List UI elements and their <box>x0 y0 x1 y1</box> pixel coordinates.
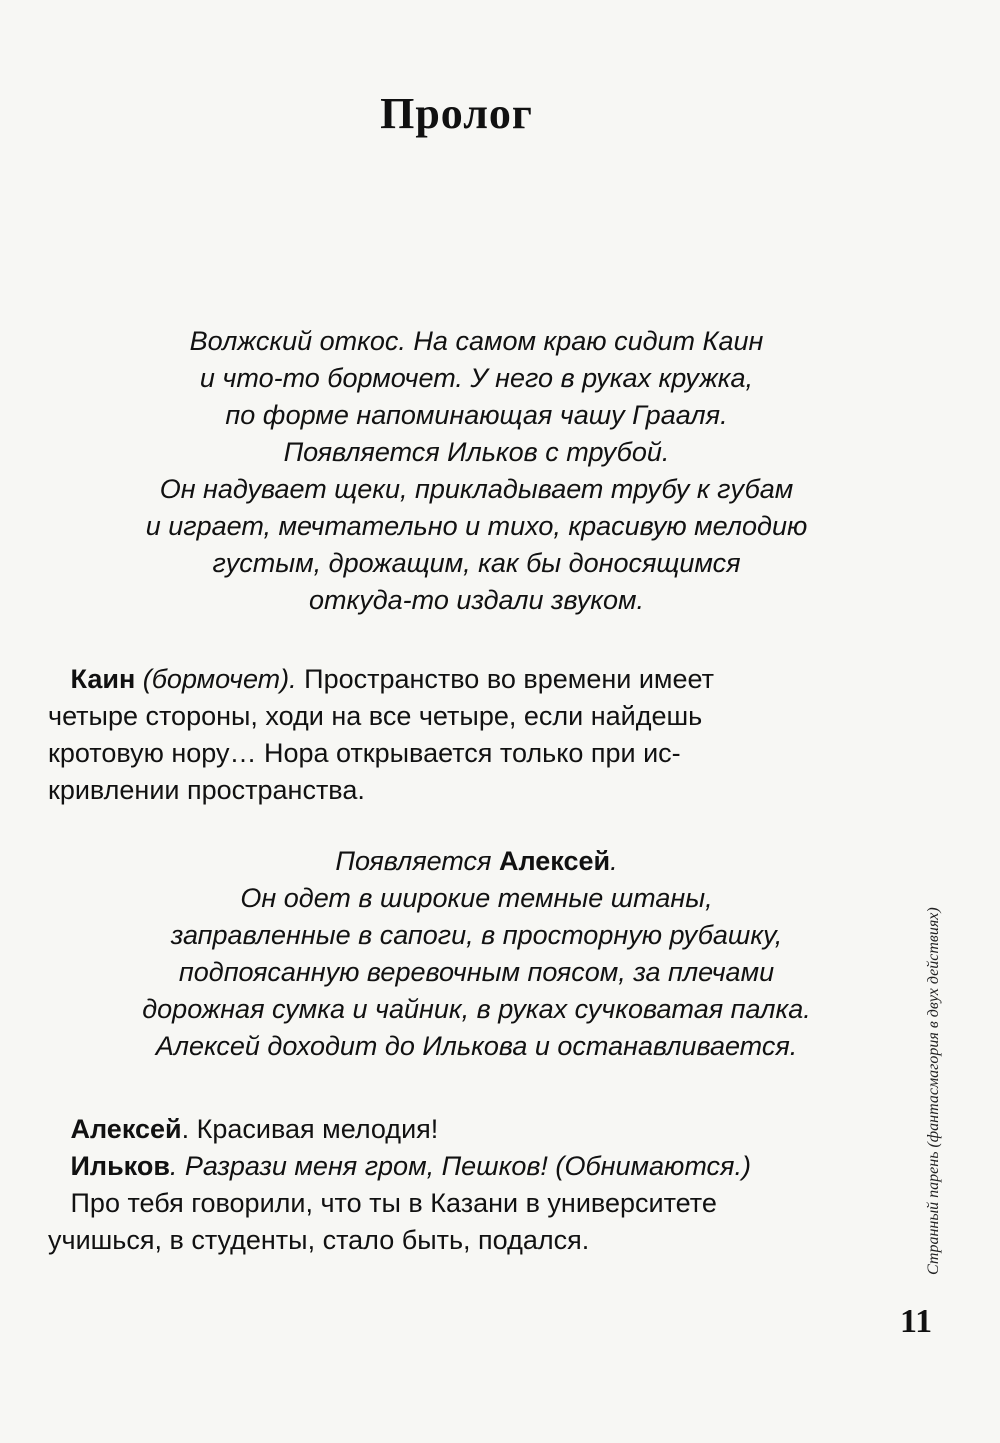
speech-text: . Красивая мелодия! <box>181 1114 439 1144</box>
page-number: 11 <box>900 1303 933 1340</box>
stage-line: по форме напоминающая чашу Грааля. <box>225 400 728 430</box>
speech-line: кротовую нору… Нора открывается только при ис- <box>48 738 681 768</box>
speech-text: . Разрази меня гром, Пешков! ( <box>169 1151 565 1181</box>
dialogue-line <box>48 1111 863 1148</box>
stage-line: заправленные в сапоги, в просторную рубашку, <box>170 920 783 950</box>
stage-text: Появляется <box>335 846 499 876</box>
stage-line: Волжский откос. На самом краю сидит Каин <box>189 326 764 356</box>
stage-line: Алексей доходит до Илькова и останавливается. <box>155 1031 798 1061</box>
speech-line: кривлении пространства. <box>48 775 365 805</box>
kain-speech <box>48 661 863 809</box>
speech-text: Пространство во времени имеет <box>296 664 714 694</box>
dialogue-line <box>48 1185 863 1222</box>
stage-direction-aleksey <box>40 843 913 1065</box>
stage-line: Он надувает щеки, прикладывает трубу к губам <box>159 474 794 504</box>
stage-line <box>40 843 913 880</box>
speaker-name: Каин <box>70 664 136 694</box>
dialogue-line <box>48 1148 863 1185</box>
stage-line: откуда-то издали звуком. <box>308 585 645 615</box>
stage-line: и что-то бормочет. У него в руках кружка, <box>199 363 754 393</box>
stage-line: подпоясанную веревочным поясом, за плечами <box>178 957 775 987</box>
stage-line: и играет, мечтательно и тихо, красивую мелодию <box>145 511 808 541</box>
stage-line: Появляется Ильков с трубой. <box>283 437 670 467</box>
stage-text: . <box>610 846 618 876</box>
stage-direction-opening <box>40 323 913 619</box>
character-name: Алексей <box>498 846 611 876</box>
speech-line <box>48 661 863 698</box>
stage-line: Он одет в широкие темные штаны, <box>240 883 713 913</box>
dialogue-line: учишься, в студенты, стало быть, подался. <box>48 1225 590 1255</box>
chapter-title: Пролог <box>380 89 533 138</box>
stage-line: дорожная сумка и чайник, в руках сучковатая палка. <box>142 994 811 1024</box>
speech-text: ) <box>741 1151 751 1181</box>
speaker-remark: Обнимаются. <box>564 1151 742 1181</box>
speech-line: четыре стороны, ходи на все четыре, если найдешь <box>48 701 703 731</box>
dialogue <box>48 1111 863 1259</box>
speech-text: Про тебя говорили, что ты в Казани в университете <box>70 1188 717 1218</box>
speaker-name: Алексей <box>70 1114 182 1144</box>
running-head: Странный парень (фантасмагория в двух действиях) <box>925 907 942 1275</box>
stage-line: густым, дрожащим, как бы доносящимся <box>212 548 741 578</box>
speaker-remark: (бормочет). <box>135 664 297 694</box>
speaker-name: Ильков <box>70 1151 170 1181</box>
